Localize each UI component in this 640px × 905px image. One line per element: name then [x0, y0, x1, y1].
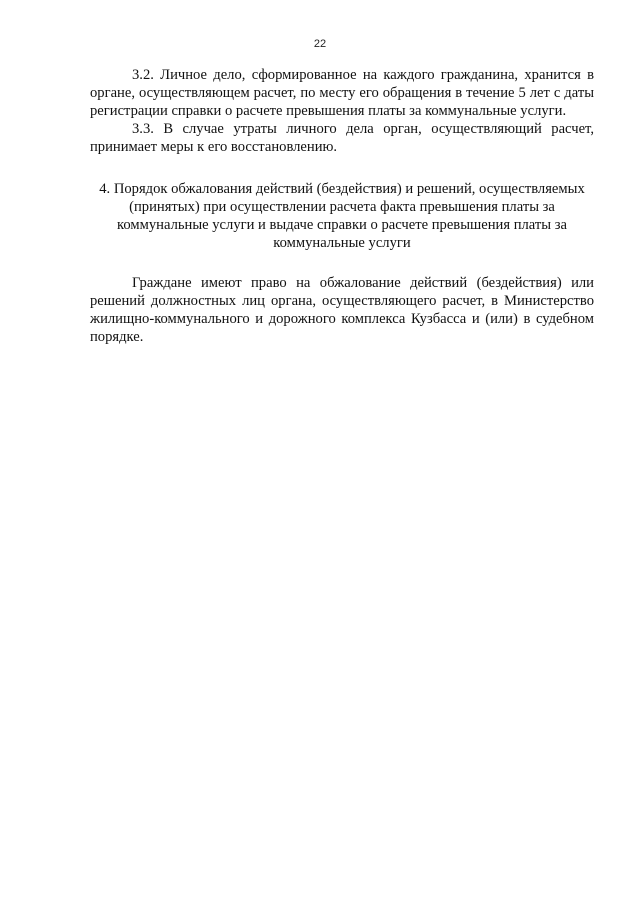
page-number: 22 [313, 38, 327, 50]
document-body [90, 66, 594, 346]
paragraph-3-2: 3.2. Личное дело, сформированное на каждого гражданина, хранится в органе, осуществляющем расчет, по месту его обращения в течение 5 лет с даты регистрации справки о расчете превышения платы за коммунальные услуги. [90, 67, 594, 119]
section-4-paragraph: Граждане имеют право на обжалование действий (бездействия) или решений должностных лиц органа, осуществляющего расчет, в Министерство жилищно-коммунального и дорожного комплекса Кузбасса и (или) в судебном порядке. [90, 275, 594, 345]
paragraph-3-3: 3.3. В случае утраты личного дела орган, осуществляющий расчет, принимает меры к его восстановлению. [90, 121, 594, 155]
section-4-heading: 4. Порядок обжалования действий (бездействия) и решений, осуществляемых (принятых) при осуществлении расчета факта превышения платы за коммунальные услуги и выдаче справки о расчете превышения платы за коммунальные услуги [99, 181, 585, 251]
